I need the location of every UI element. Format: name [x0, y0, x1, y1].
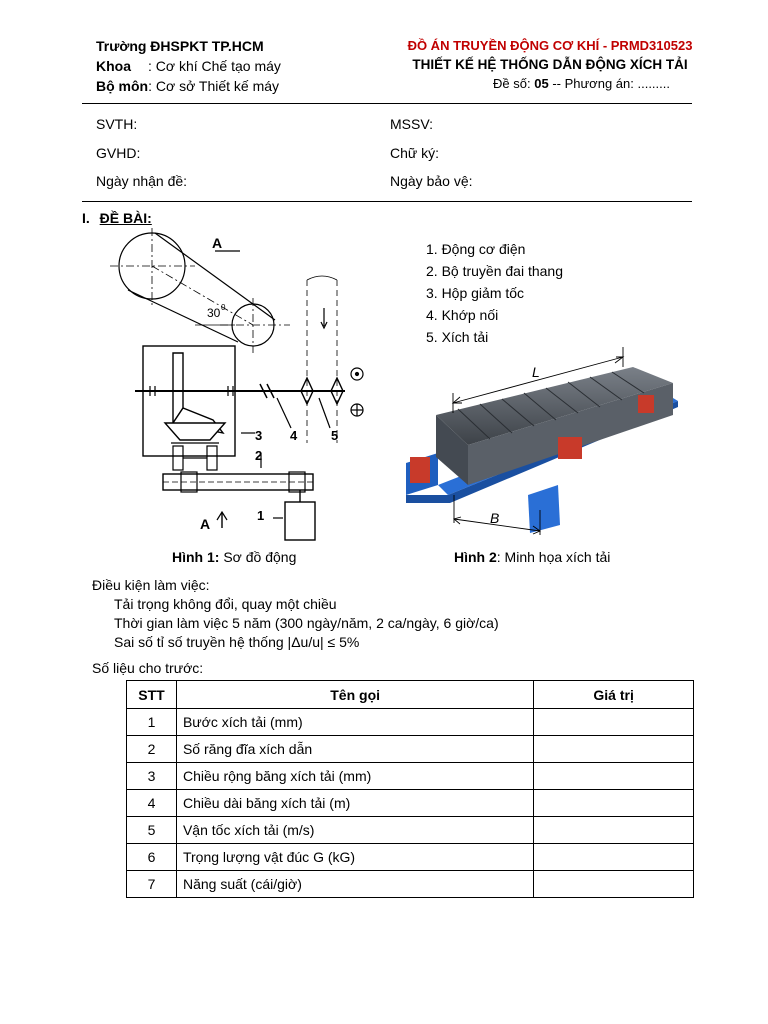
row-name: Năng suất (cái/giờ): [176, 871, 533, 898]
list-item: 2. Bộ truyền đai thang: [426, 263, 563, 279]
gvhd-label: GVHD:: [96, 145, 141, 161]
list-item: 4. Khớp nối: [426, 307, 499, 323]
svth-label: SVTH:: [96, 116, 138, 132]
figure2-caption-text: : Minh họa xích tải: [496, 549, 611, 565]
section-title: [82, 210, 152, 226]
row-stt: 1: [127, 709, 177, 736]
defense-date-label: Ngày bảo vệ:: [390, 173, 473, 189]
row-name: Chiều rộng băng xích tải (mm): [176, 763, 533, 790]
faculty-label: Khoa: [96, 58, 131, 74]
exam-info: [385, 74, 715, 93]
table-header-row: [127, 681, 694, 709]
header-value: Giá trị: [534, 681, 694, 709]
conditions-title: Điều kiện làm việc:: [92, 577, 210, 593]
table-row: [127, 790, 694, 817]
chain-conveyor-illustration: [398, 345, 688, 540]
condition-line: Thời gian làm việc 5 năm (300 ngày/năm, 2 ca/ngày, 6 giờ/ca): [114, 615, 499, 631]
row-value: [534, 790, 694, 817]
list-item: 1. Động cơ điện: [426, 241, 526, 257]
header-stt: STT: [127, 681, 177, 709]
header-left: [96, 36, 281, 96]
list-item: 3. Hộp giảm tốc: [426, 285, 525, 301]
section-heading: ĐỀ BÀI:: [99, 210, 152, 226]
row-name: Số răng đĩa xích dẫn: [176, 736, 533, 763]
exam-number: 05: [534, 76, 549, 91]
label-3: 3: [255, 428, 263, 443]
row-value: [534, 736, 694, 763]
dimension-l: L: [532, 364, 540, 380]
row-stt: 3: [127, 763, 177, 790]
diagram-label-a-bottom: A: [200, 516, 211, 532]
course-title: ĐỒ ÁN TRUYỀN ĐỘNG CƠ KHÍ - PRMD310523: [407, 38, 693, 53]
parts-list: [426, 238, 563, 348]
given-data-table: [126, 680, 694, 898]
row-value: [534, 763, 694, 790]
row-stt: 7: [127, 871, 177, 898]
received-date-label: Ngày nhận đề:: [96, 173, 188, 189]
option-value: .........: [637, 76, 670, 91]
diagram-label-a-top: A: [212, 235, 223, 251]
table-row: [127, 763, 694, 790]
row-name: Chiều dài băng xích tải (m): [176, 790, 533, 817]
row-stt: 4: [127, 790, 177, 817]
figure1-caption-bold: Hình 1:: [172, 549, 220, 565]
angle-label: 30: [207, 306, 221, 320]
section-number: I.: [82, 210, 90, 226]
condition-line: Tải trọng không đổi, quay một chiều: [114, 596, 337, 612]
row-name: Vận tốc xích tải (m/s): [176, 817, 533, 844]
table-row: [127, 709, 694, 736]
topic-title: THIẾT KẾ HỆ THỐNG DẪN ĐỘNG XÍCH TẢI: [412, 57, 688, 72]
row-value: [534, 817, 694, 844]
header-right: [385, 36, 715, 93]
row-name: Bước xích tải (mm): [176, 709, 533, 736]
label-5: 5: [331, 428, 339, 443]
info-divider: [82, 201, 692, 202]
table-title: Số liệu cho trước:: [92, 660, 204, 676]
list-item: 5. Xích tải: [426, 329, 489, 345]
signature-label: Chữ ký:: [390, 145, 440, 161]
figure1-caption-text: Sơ đồ động: [219, 549, 297, 565]
faculty-value: : Cơ khí Chế tạo máy: [148, 58, 281, 74]
school-name: Trường ĐHSPKT TP.HCM: [96, 38, 264, 54]
row-name: Trọng lượng vật đúc G (kG): [176, 844, 533, 871]
belt-lower: [128, 290, 238, 342]
motor: [285, 502, 315, 540]
table-row: [127, 817, 694, 844]
row-stt: 2: [127, 736, 177, 763]
row-stt: 5: [127, 817, 177, 844]
figure2-caption-bold: Hình 2: [454, 549, 497, 565]
exam-label: Đề số:: [493, 76, 531, 91]
header-divider: [82, 103, 692, 104]
label-4: 4: [290, 428, 298, 443]
option-label: -- Phương án:: [552, 76, 634, 91]
label-2: 2: [255, 448, 263, 463]
row-value: [534, 871, 694, 898]
dimension-b: B: [490, 510, 500, 526]
row-value: [534, 844, 694, 871]
figure1-caption: [172, 549, 296, 565]
figure2-caption: [454, 549, 610, 565]
row-stt: 6: [127, 844, 177, 871]
angle-degree: 0: [221, 303, 226, 312]
dept-value: : Cơ sở Thiết kế máy: [148, 78, 280, 94]
table-row: [127, 736, 694, 763]
table-row: [127, 871, 694, 898]
table-row: [127, 844, 694, 871]
label-1: 1: [257, 508, 265, 523]
header-name: Tên gọi: [176, 681, 533, 709]
kinematic-diagram: [95, 228, 385, 546]
working-conditions: [92, 576, 499, 652]
row-value: [534, 709, 694, 736]
mssv-label: MSSV:: [390, 116, 434, 132]
condition-line: Sai số tỉ số truyền hệ thống |Δu/u| ≤ 5%: [114, 634, 360, 650]
dept-label: Bộ môn: [96, 78, 149, 94]
